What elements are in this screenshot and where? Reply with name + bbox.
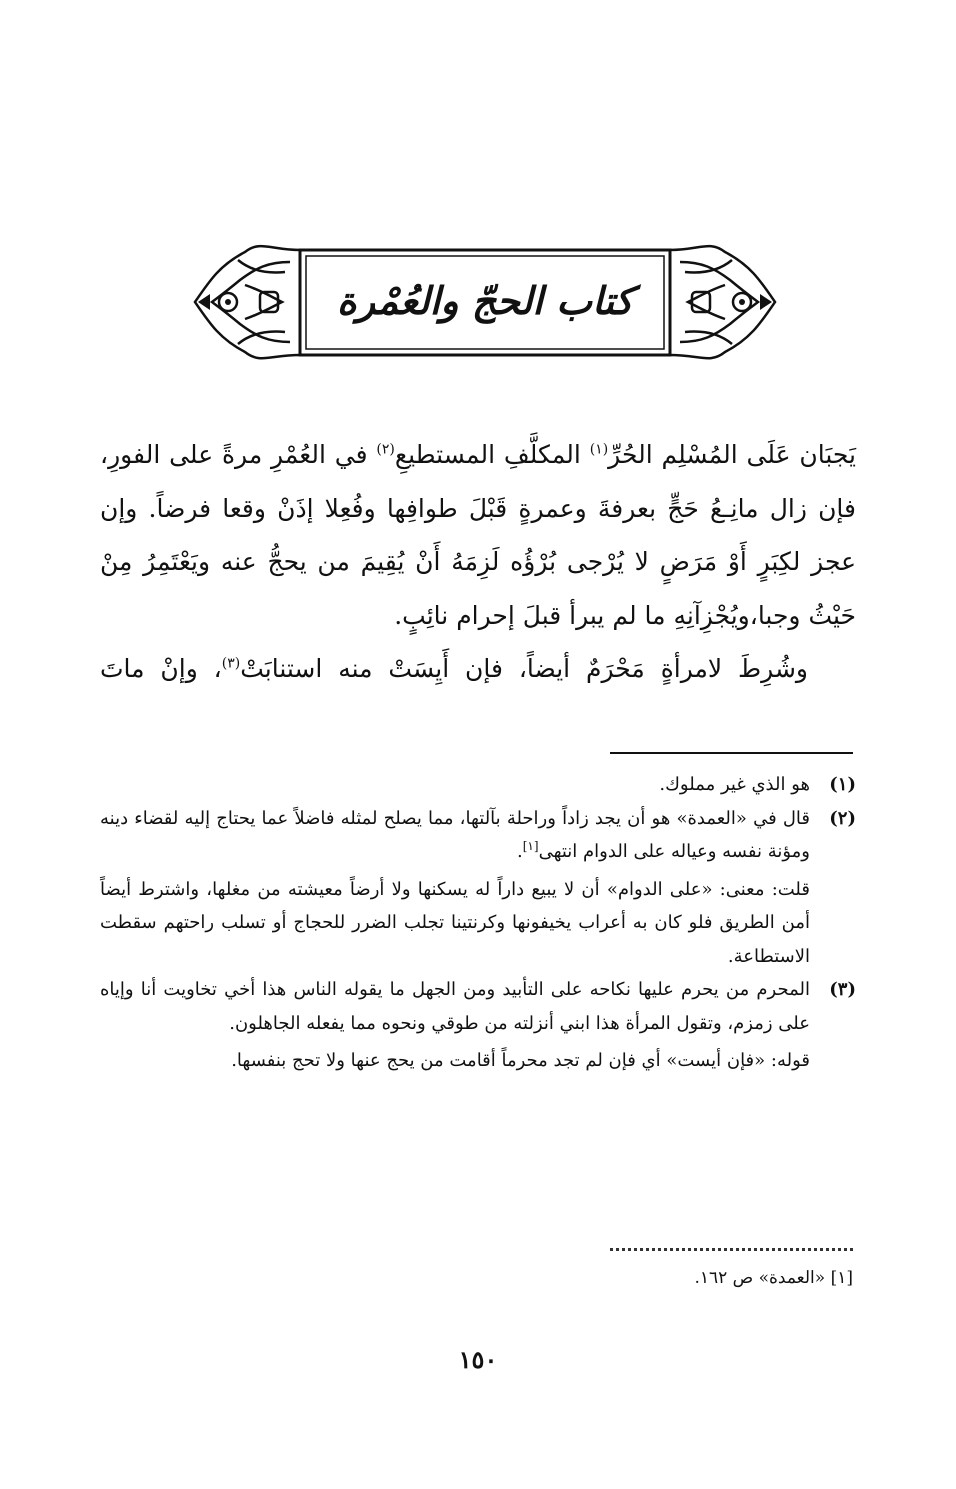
title-banner <box>190 230 780 375</box>
footnote-ref-1: (١) <box>589 441 609 458</box>
paragraph-1-part-a: يَجبَان عَلَى المُسْلِم الحُرِّ <box>608 440 857 469</box>
paragraph-2-part-a: وشُرِطَ لامرأةٍ مَحْرَمٌ أيضاً، فإن أَيِسَتْ منه استنابَتْ <box>240 654 808 683</box>
paragraph-2-part-b: ، وإنْ ماتَ <box>100 654 222 683</box>
footnote-commentary: قلت: معنى: «على الدوام» أن لا يبيع داراً له يسكنها ولا أرضاً معيشته من مغلها، واشترط أيضاً أمن الطريق فلو كان به أعراب يخيفونها وكرنتينا تجلب الضرر للحجاج أو تسلب راحتهم سقطت الاستطاعة. <box>100 878 810 967</box>
editor-note: [١] «العمدة» ص ١٦٢. <box>694 1268 853 1288</box>
page-number: ١٥٠ <box>458 1345 498 1374</box>
paragraph-1-part-b: المكلَّفِ المستطيعِ <box>394 440 590 469</box>
footnotes <box>100 768 856 1078</box>
footnote-number: (١) <box>829 774 856 795</box>
footnote-text: هو الذي غير مملوك. <box>659 774 810 795</box>
footnote-2 <box>100 802 856 974</box>
chapter-title: كتاب الحجّ والعُمْرة <box>336 277 634 323</box>
footnote-ref-3: (٣) <box>221 655 241 672</box>
paragraph-2 <box>100 642 856 696</box>
footnote-ref-2: (٢) <box>376 441 395 458</box>
paragraph-1-part-c: في العُمْرِ مرةً على الفورِ، فإن زال مانِـعُ حَجٍّ بعرفةَ وعمرةٍ قَبْلَ طوافِها وفُعِلا إذَنْ وقعا فرضاً. وإن عجز لكِبَرٍ أَوْ مَرَضٍ لا يُرْجى بُرْؤُه لَزِمَهُ أَنْ يُقِيمَ من يحجُّ عنه ويَعْتَمِرُ مِنْ حَيْثُ وجبا،ويُجْزِآنِهِ ما لم يبرأ قبلَ إحرام نائِبٍ. <box>100 440 856 630</box>
footnote-text <box>100 802 810 869</box>
main-text <box>100 428 856 696</box>
footnote-3 <box>100 973 856 1078</box>
paragraph-1 <box>100 428 856 642</box>
footnote-1 <box>100 768 856 802</box>
editor-note-separator <box>610 1248 853 1257</box>
footnote-number: (٣) <box>829 979 856 1000</box>
footnote-separator <box>610 752 853 754</box>
footnote-number: (٢) <box>829 807 856 829</box>
footnote-commentary: قوله: «فإن أيست» أي فإن لم تجد محرماً أقامت من يحج عنها ولا تحج بنفسها. <box>231 1050 810 1071</box>
editor-ref: [١] <box>522 839 539 853</box>
footnote-text-part-b: . <box>517 841 523 862</box>
footnote-text-part-a: قال في «العمدة» هو أن يجد زاداً وراحلة بآلتها، مما يصلح لمثله فاضلاً عما يحتاج إليه لقضاء دينه ومؤنة نفسه وعياله على الدوام انتهى <box>100 807 810 862</box>
footnote-text: المحرم من يحرم عليها نكاحه على التأبيد ومن الجهل ما يقوله الناس هذا أخي تخاويت أنا وإياه على زمزم، وتقول المرأة هذا ابني أنزلته من طوقي ونحوه مما يفعله الجاهلون. <box>100 979 810 1034</box>
